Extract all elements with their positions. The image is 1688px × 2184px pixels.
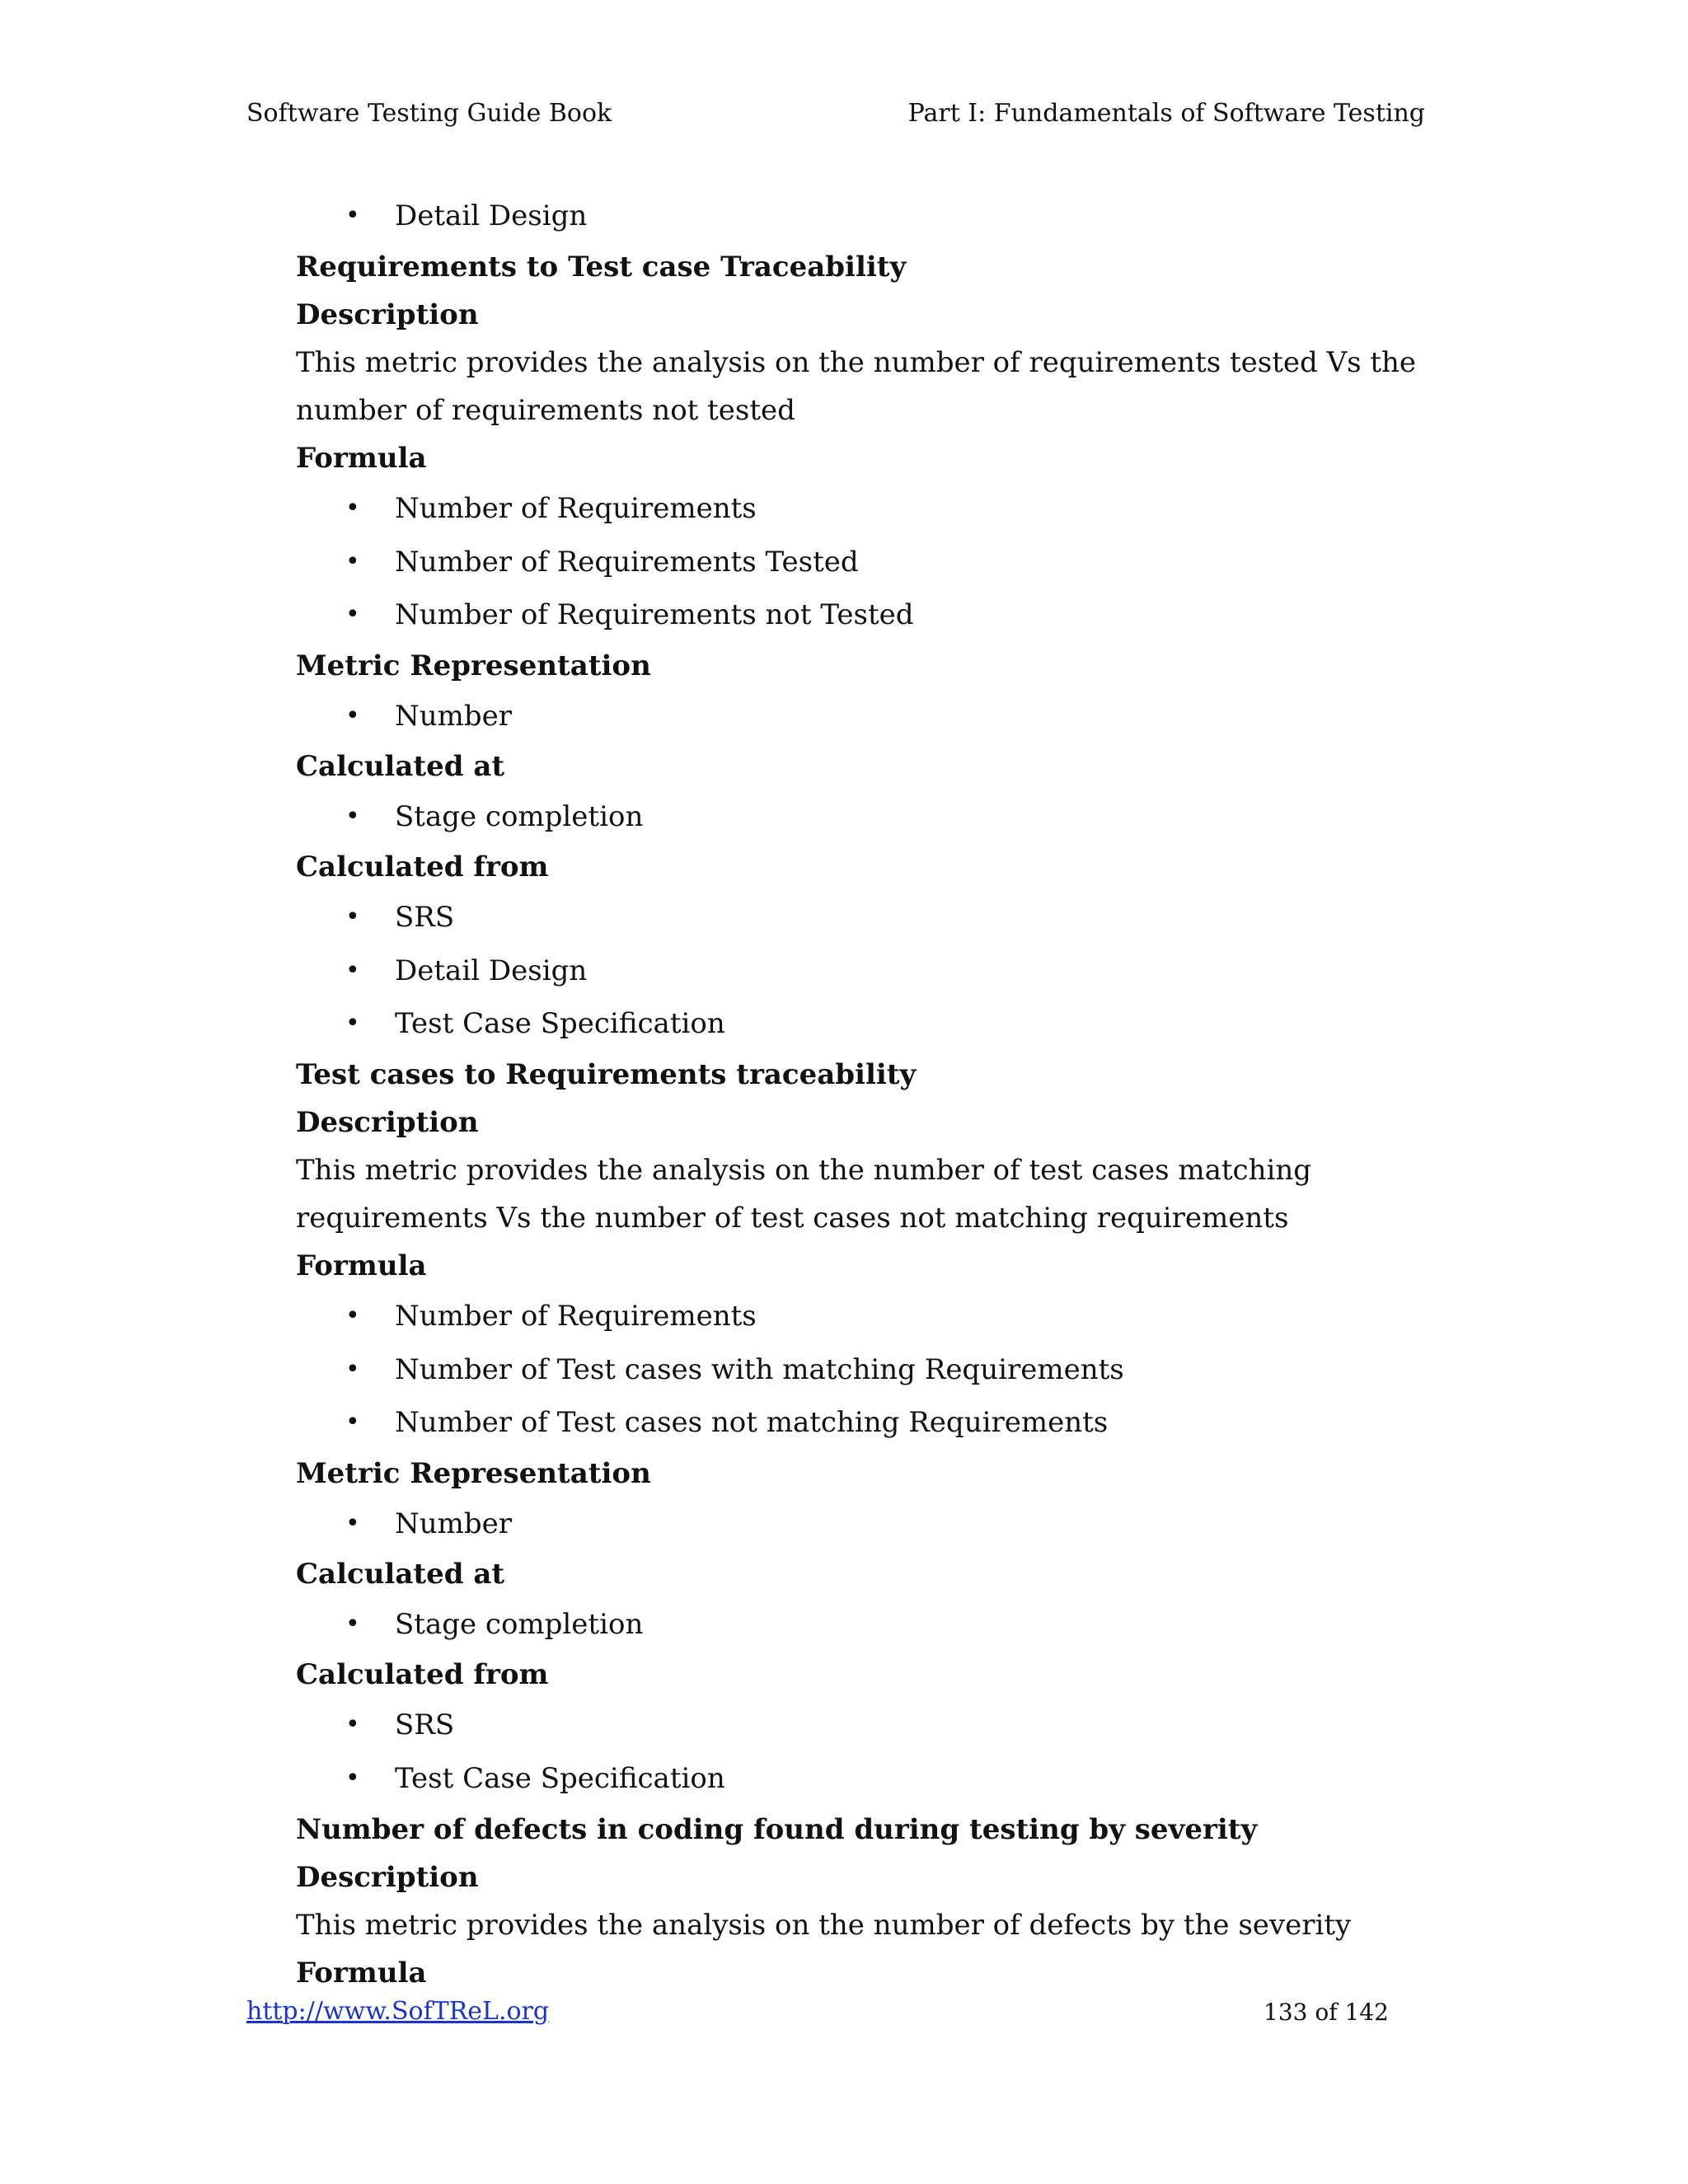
bullet-icon: • [345,1610,360,1638]
bullet-icon: • [345,1408,360,1436]
bullet-icon: • [345,1355,360,1384]
calculated-from-label: Calculated from [296,1658,549,1691]
formula-label: Formula [296,1249,427,1282]
bullet-icon: • [345,802,360,831]
bullet-icon: • [345,902,360,931]
formula-label: Formula [296,442,427,475]
description-label: Description [296,298,479,331]
description-text: requirements Vs the number of test cases not matching requirements [296,1202,1289,1235]
bullet-icon: • [345,1710,360,1739]
representation-label: Metric Representation [296,649,651,682]
bullet-icon: • [345,701,360,730]
footer-link[interactable]: http://www.SofTReL.org [246,1997,550,2026]
page-header-left: Software Testing Guide Book [246,99,612,128]
description-text: This metric provides the analysis on the number of requirements tested Vs the [296,346,1417,379]
bullet-icon: • [345,494,360,523]
representation-label: Metric Representation [296,1457,651,1490]
bullet-icon: • [345,600,360,629]
formula-label: Formula [296,1957,427,1990]
page-number: 133 of 142 [1264,1999,1389,2026]
bullet-icon: • [345,547,360,576]
bullet-icon: • [345,1301,360,1330]
bullet-icon: • [345,201,360,230]
description-text: This metric provides the analysis on the number of test cases matching [296,1154,1312,1187]
section-title: Test cases to Requirements traceability [296,1058,917,1091]
description-text: This metric provides the analysis on the number of defects by the severity [296,1909,1352,1942]
description-label: Description [296,1861,479,1894]
page-header-right: Part I: Fundamentals of Software Testing [907,99,1425,128]
calculated-at-label: Calculated at [296,1558,505,1591]
description-text: number of requirements not tested [296,394,795,427]
calculated-from-label: Calculated from [296,851,549,883]
section-title: Requirements to Test case Traceability [296,251,907,284]
calculated-at-label: Calculated at [296,750,505,783]
bullet-icon: • [345,956,360,985]
description-label: Description [296,1106,479,1139]
bullet-icon: • [345,1009,360,1038]
section-title: Number of defects in coding found during testing by severity [296,1813,1258,1846]
bullet-icon: • [345,1509,360,1538]
bullet-icon: • [345,1764,360,1793]
